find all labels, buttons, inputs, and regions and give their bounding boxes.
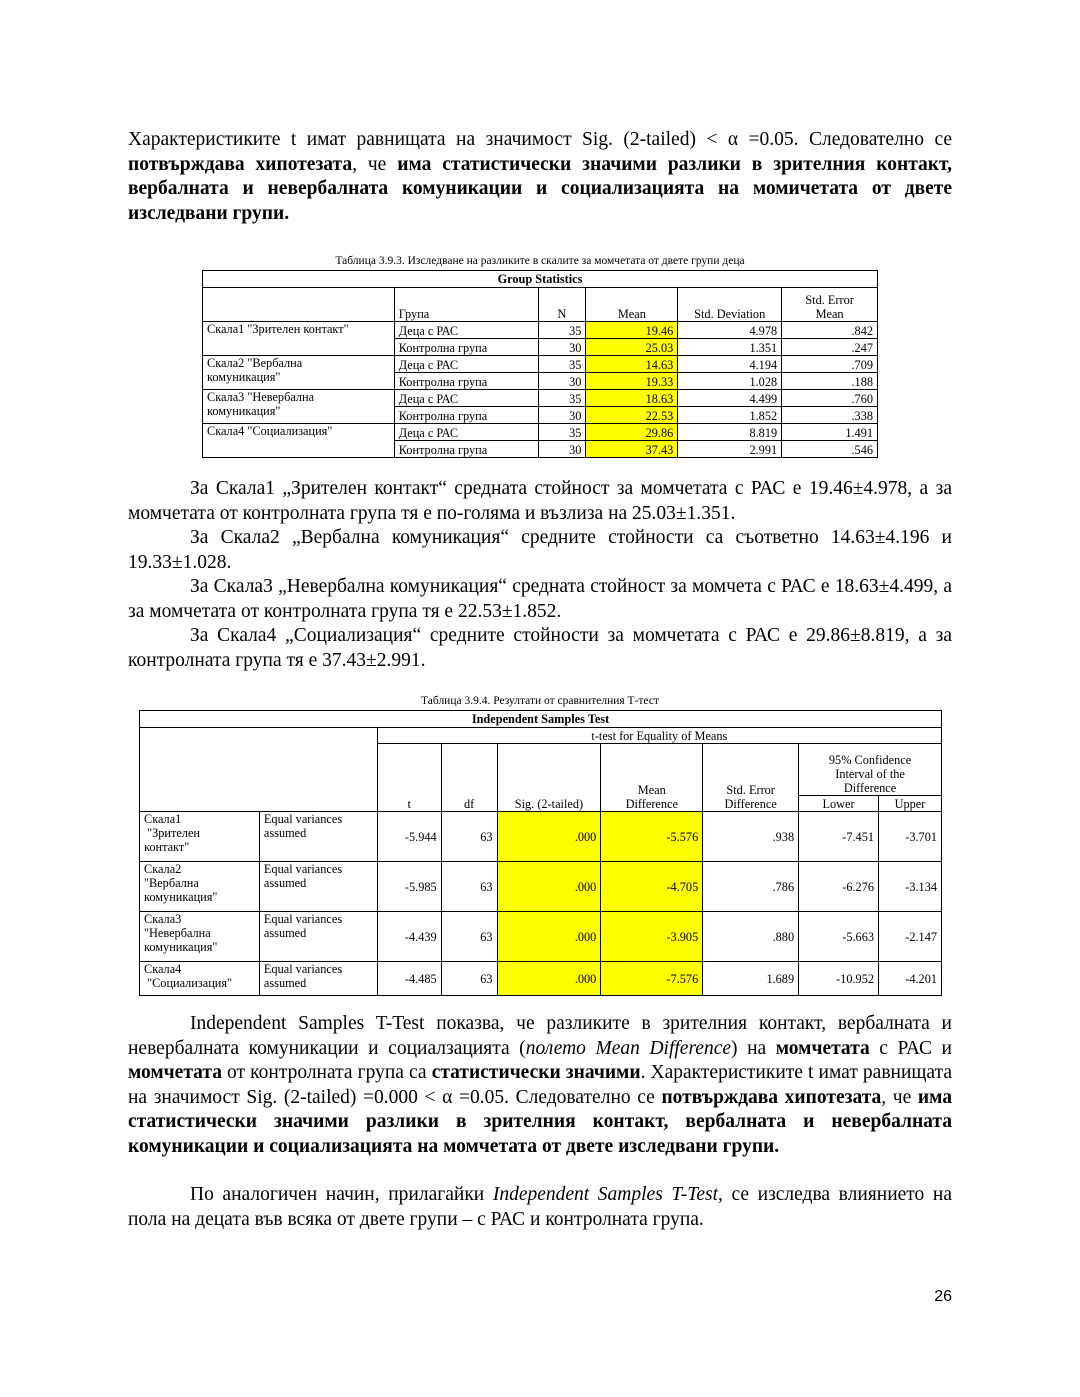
upper-value: -3.134 [879,862,942,912]
sd-value: 4.978 [678,322,782,339]
group-name: Контролна група [394,441,538,458]
sd-value: 4.194 [678,356,782,373]
upper-value: -3.701 [879,812,942,862]
scale4-description: За Скала4 „Социализация“ средните стойности за момчетата с РАС е 29.86±8.819, а за контролната група тя е 37.43±2.991. [128,625,952,671]
table-row [140,862,942,912]
header-group: Група [394,288,538,322]
intro-paragraph [128,128,952,226]
sig-value: .000 [497,812,601,862]
sem-value: .546 [782,441,878,458]
lower-value: -7.451 [799,812,879,862]
page-number: 26 [934,1288,952,1305]
group-name: Деца с РАС [394,390,538,407]
sd-value: 1.852 [678,407,782,424]
assumption-label: Equal variances assumed [259,912,377,962]
header-t: t [377,744,441,812]
sem-value: .338 [782,407,878,424]
mean-value: 29.86 [586,424,678,441]
df-value: 63 [441,812,497,862]
scale-label: Скала2 "Вербална комуникация" [140,862,260,912]
t-value: -4.485 [377,962,441,996]
n-value: 35 [538,322,586,339]
scale-label: Скала4 "Социализация" [140,962,260,996]
assumption-label: Equal variances assumed [259,812,377,862]
sd-value: 8.819 [678,424,782,441]
table-row [140,912,942,962]
sd-value: 1.351 [678,339,782,356]
n-value: 30 [538,407,586,424]
intro-text-2: , че [352,153,398,175]
scale-label: Скала1 "Зрителен контакт" [140,812,260,862]
mean-value: 37.43 [586,441,678,458]
table1-caption: Таблица 3.9.3. Изследване на разликите в скалите за момчетата от двете групи деца [335,255,745,267]
scale-label: Скала2 "Вербална комуникация" [203,356,395,390]
group-name: Деца с РАС [394,424,538,441]
independent-samples-test-table [139,710,942,996]
scale2-description: За Скала2 „Вербална комуникация“ средните стойности са съответно 14.63±4.196 и 19.33±1.028. [128,527,952,573]
n-value: 35 [538,390,586,407]
conclusion-paragraph: Independent Samples T-Test показва, че разликите в зрителния контакт, вербалната и невербалната комуникации и социалзацията (полето Mean Difference) на момчетата с РАС и момчетата от контролната група са статистически значими. Характеристиките t имат равнищата на значимост Sig. (2-tailed) =0.000 < α =0.05. Следователно се потвърждава хипотезата, че има статистически значими разлики в зрителния контакт, вербалната и невербалната комуникации и социализацията на момчетата от двете изследвани групи. [128,1013,952,1157]
n-value: 35 [538,424,586,441]
n-value: 30 [538,441,586,458]
upper-value: -4.201 [879,962,942,996]
lower-value: -10.952 [799,962,879,996]
mean-value: 25.03 [586,339,678,356]
sd-value: 1.028 [678,373,782,390]
t-value: -5.985 [377,862,441,912]
header-confidence-interval: 95% Confidence Interval of the Difference [799,744,942,796]
lower-value: -6.276 [799,862,879,912]
sem-value: .842 [782,322,878,339]
table2-caption: Таблица 3.9.4. Резултати от сравнителния Т-тест [421,695,659,707]
n-value: 30 [538,339,586,356]
intro-text: Характеристиките t имат равнищата на значимост Sig. (2-tailed) < α =0.05. Следователно се [128,129,952,150]
df-value: 63 [441,912,497,962]
n-value: 35 [538,356,586,373]
scale-label: Скала1 "Зрителен контакт" [203,322,395,356]
scale-label: Скала3 "Невербална комуникация" [203,390,395,424]
std-error-difference-value: 1.689 [703,962,799,996]
scale1-description: За Скала1 „Зрителен контакт“ средната стойност за момчетата с РАС е 19.46±4.978, а за момчетата от контролната група тя е по-голяма и възлиза на 25.03±1.351. [128,478,952,524]
header-mean: Mean [586,288,678,322]
mean-difference-value: -5.576 [601,812,703,862]
upper-value: -2.147 [879,912,942,962]
group-statistics-table [202,270,878,458]
intro-bold-hypothesis: потвърждава хипотезата [128,153,353,175]
sem-value: .709 [782,356,878,373]
n-value: 30 [538,373,586,390]
mean-difference-value: -3.905 [601,912,703,962]
scale3-description: За Скала3 „Невербална комуникация“ средната стойност за момчета с РАС е 18.63±4.499, а за момчетата от контролната група тя е 22.53±1.852. [128,576,952,622]
sd-value: 4.499 [678,390,782,407]
header-lower: Lower [799,796,879,812]
mean-value: 19.33 [586,373,678,390]
group-name: Деца с РАС [394,322,538,339]
group-name: Контролна група [394,407,538,424]
mean-difference-value: -7.576 [601,962,703,996]
header-n: N [538,288,586,322]
header-std-error-mean: Std. Error Mean [782,288,878,322]
scale-label: Скала4 "Социализация" [203,424,395,458]
group-name: Контролна група [394,373,538,390]
std-error-difference-value: .880 [703,912,799,962]
sd-value: 2.991 [678,441,782,458]
assumption-label: Equal variances assumed [259,962,377,996]
table2-title: Independent Samples Test [140,711,942,728]
table-row [140,962,942,996]
sig-value: .000 [497,962,601,996]
sem-value: .247 [782,339,878,356]
scale-label: Скала3 "Невербална комуникация" [140,912,260,962]
header-upper: Upper [879,796,942,812]
assumption-label: Equal variances assumed [259,862,377,912]
header-std-error-difference: Std. Error Difference [703,744,799,812]
sig-value: .000 [497,912,601,962]
t-test-group-header: t-test for Equality of Means [377,728,941,744]
table-row [140,812,942,862]
table1-header-blank [203,288,395,322]
std-error-difference-value: .786 [703,862,799,912]
mean-value: 19.46 [586,322,678,339]
table2-header-blank [140,728,378,812]
t-value: -4.439 [377,912,441,962]
std-error-difference-value: .938 [703,812,799,862]
sem-value: .760 [782,390,878,407]
group-name: Деца с РАС [394,356,538,373]
header-mean-difference: Mean Difference [601,744,703,812]
intro-bold-conclusion: има статистически значими разлики в зрителния контакт, вербалната и невербалната комуникации и социализацията на момичетата от двете изследвани групи. [128,153,952,224]
mean-value: 18.63 [586,390,678,407]
header-df: df [441,744,497,812]
mean-difference-value: -4.705 [601,862,703,912]
analogous-method-paragraph: По аналогичен начин, прилагайки Independent Samples T-Test, се изследва влиянието на пола на децата във всяка от двете групи – с РАС и контролната група. [128,1184,952,1230]
df-value: 63 [441,962,497,996]
t-value: -5.944 [377,812,441,862]
header-std-deviation: Std. Deviation [678,288,782,322]
mean-value: 14.63 [586,356,678,373]
lower-value: -5.663 [799,912,879,962]
sem-value: .188 [782,373,878,390]
header-sig: Sig. (2-tailed) [497,744,601,812]
sig-value: .000 [497,862,601,912]
table1-title: Group Statistics [203,271,878,288]
mean-value: 22.53 [586,407,678,424]
df-value: 63 [441,862,497,912]
group-name: Контролна група [394,339,538,356]
sem-value: 1.491 [782,424,878,441]
